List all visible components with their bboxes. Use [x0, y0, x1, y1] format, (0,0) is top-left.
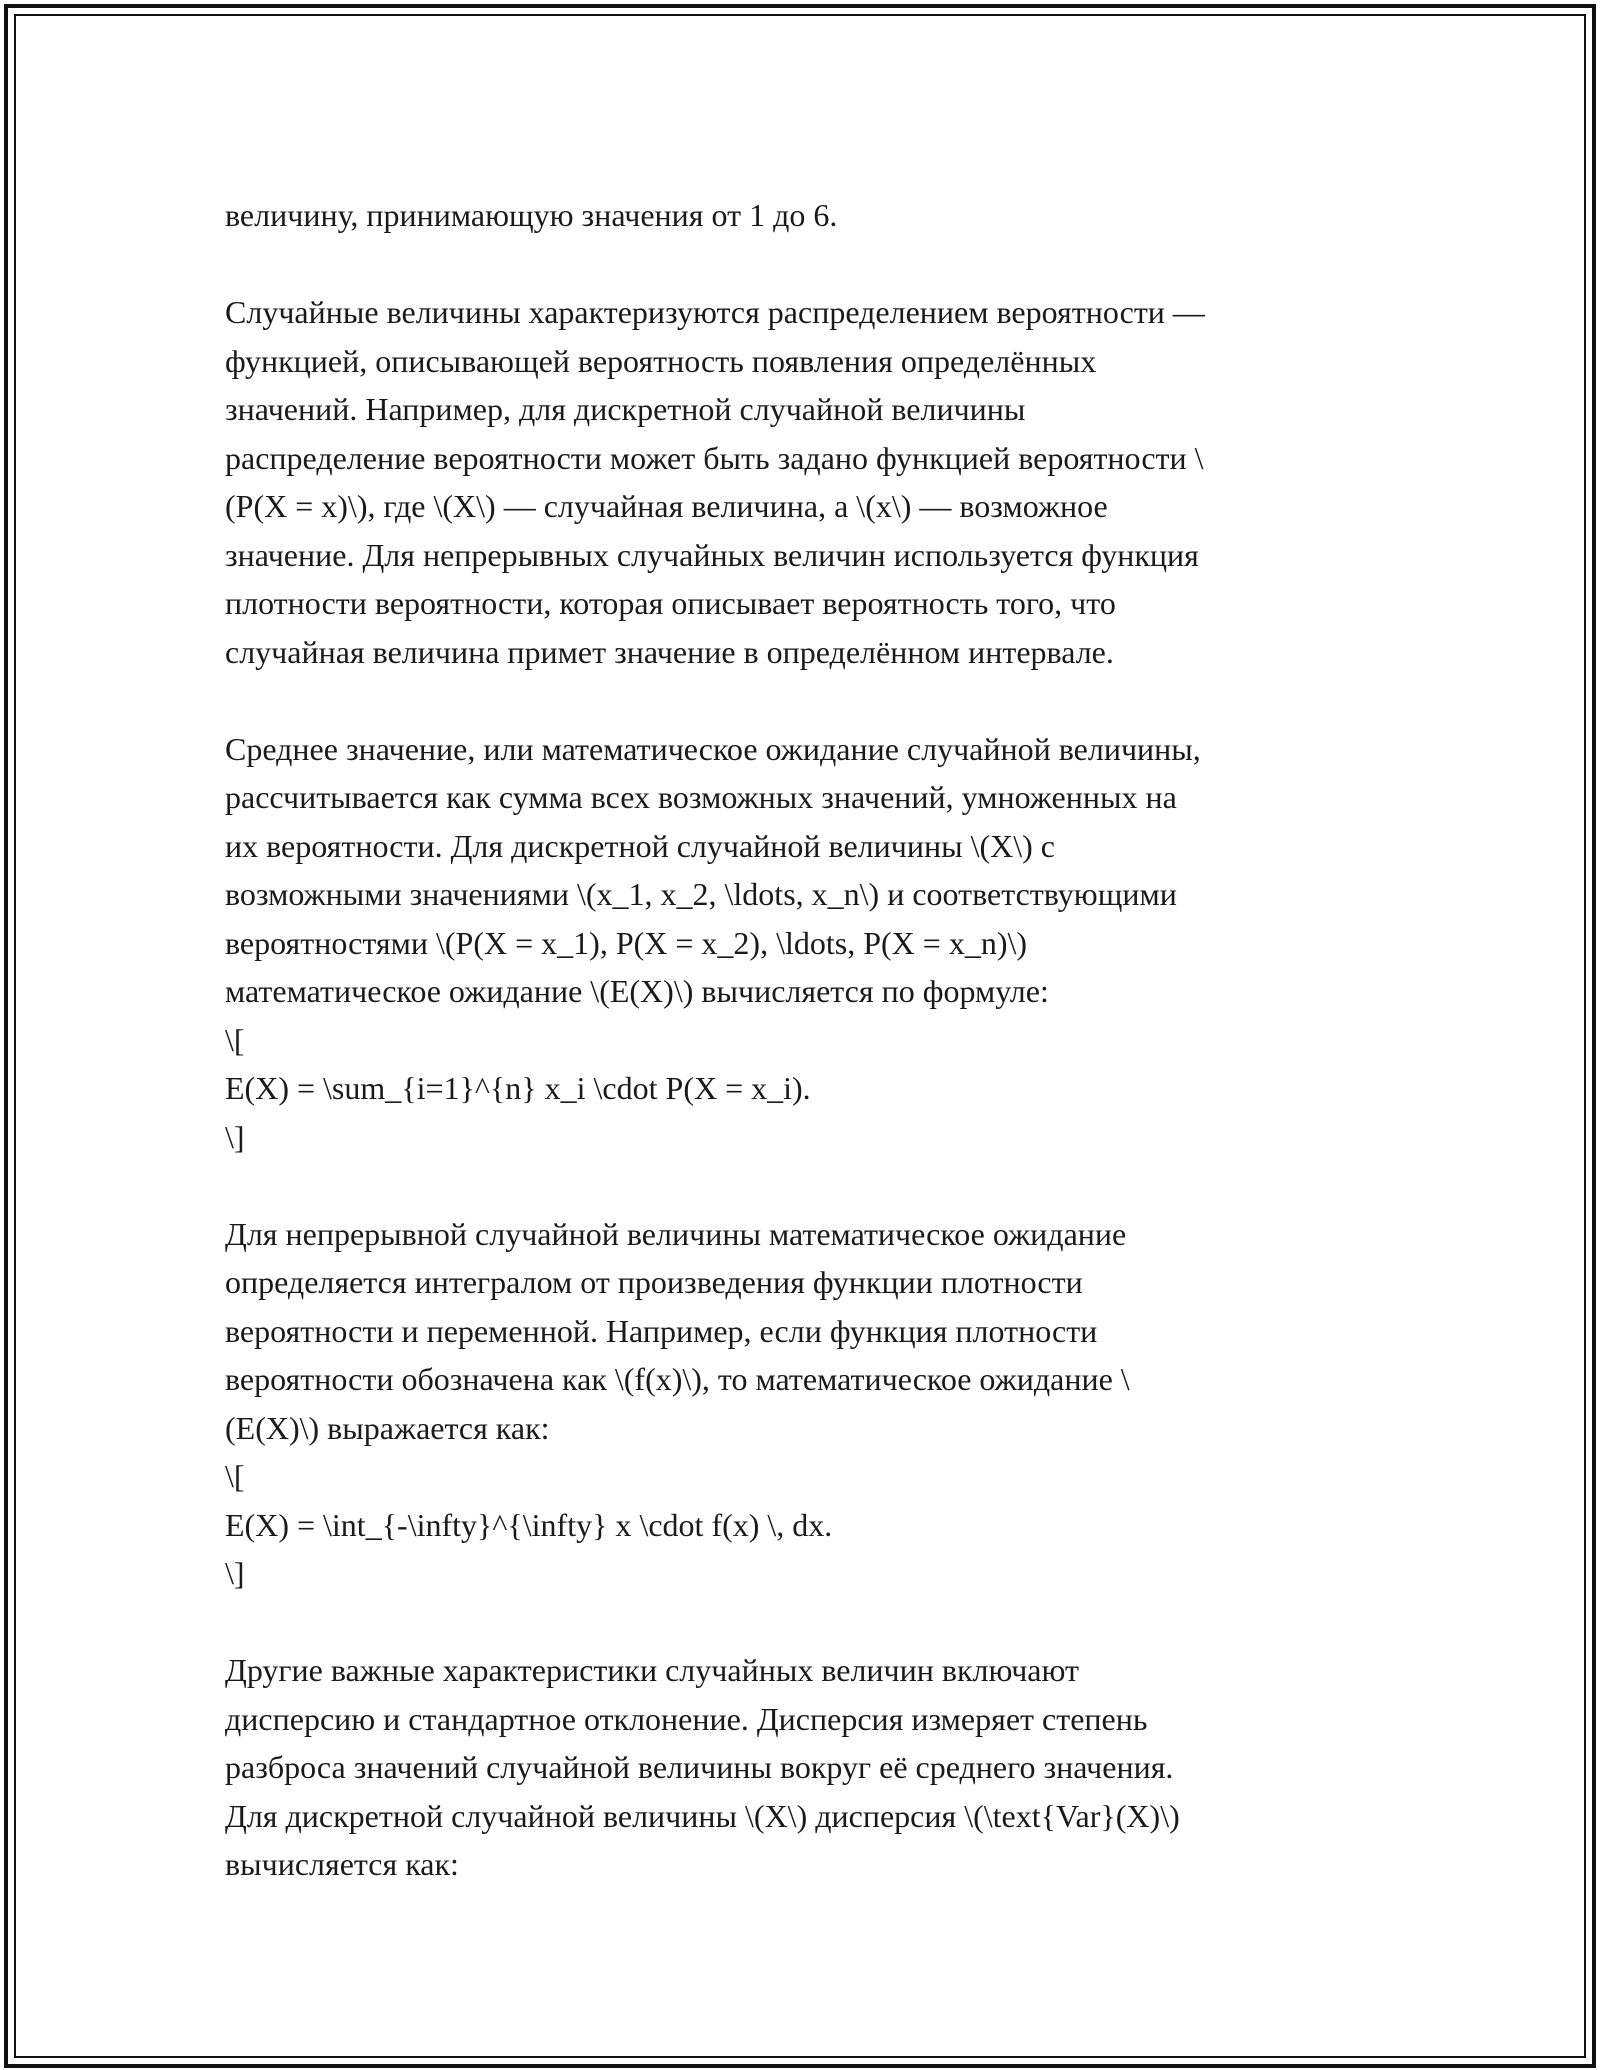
paragraph-variance [225, 1646, 1370, 1889]
text-line: распределение вероятности может быть задано функцией вероятности \ [225, 439, 1204, 476]
text-line: разброса значений случайной величины вокруг её среднего значения. [225, 1749, 1174, 1785]
formula-open: \[ [225, 1021, 245, 1058]
text-line: математическое ожидание \(E(X)\) вычисляется по формуле: [225, 973, 1049, 1009]
text-line: их вероятности. Для дискретной случайной величины \(X\) с [225, 827, 1055, 864]
document-body [225, 191, 1370, 1889]
text-line: вероятности и переменной. Например, если функция плотности [225, 1312, 1098, 1349]
formula-expected-value-integral: E(X) = \int_{-\infty}^{\infty} x \cdot f(x) \, dx. [225, 1506, 833, 1543]
text-line: рассчитывается как сумма всех возможных значений, умноженных на [225, 779, 1177, 815]
text-line: величину, принимающую значения от 1 до 6. [225, 197, 838, 233]
text-line: Случайные величины характеризуются распределением вероятности — [225, 294, 1205, 330]
text-line: определяется интегралом от произведения функции плотности [225, 1264, 1083, 1300]
formula-open: \[ [225, 1458, 245, 1494]
text-line: Для дискретной случайной величины \(X\) дисперсия \(\text{Var}(X)\) [225, 1797, 1180, 1834]
text-line: Среднее значение, или математическое ожидание случайной величины, [225, 730, 1201, 767]
formula-close: \] [225, 1118, 245, 1155]
text-line: значение. Для непрерывных случайных величин используется функция [225, 536, 1199, 573]
text-line: (P(X = x)\), где \(X\) — случайная величина, а \(x\) — возможное [225, 488, 1108, 524]
text-line: значений. Например, для дискретной случайной величины [225, 391, 1026, 427]
paragraph-expected-value-discrete [225, 725, 1370, 1162]
text-line: вычисляется как: [225, 1846, 459, 1882]
text-line: дисперсию и стандартное отклонение. Дисперсия измеряет степень [225, 1700, 1148, 1737]
paragraph-gap [225, 1598, 1370, 1647]
text-line: Для непрерывной случайной величины математическое ожидание [225, 1215, 1127, 1252]
text-line: плотности вероятности, которая описывает вероятность того, что [225, 585, 1116, 621]
paragraph-gap [225, 240, 1370, 289]
formula-close: \] [225, 1555, 245, 1591]
text-line: вероятностями \(P(X = x_1), P(X = x_2), \ldots, P(X = x_n)\) [225, 924, 1028, 961]
text-line: вероятности обозначена как \(f(x)\), то математическое ожидание \ [225, 1361, 1130, 1397]
text-line: случайная величина примет значение в определённом интервале. [225, 633, 1114, 670]
formula-expected-value-sum: E(X) = \sum_{i=1}^{n} x_i \cdot P(X = x_i). [225, 1070, 811, 1106]
text-line: (E(X)\) выражается как: [225, 1409, 550, 1446]
paragraph-gap [225, 676, 1370, 725]
text-line: функцией, описывающей вероятность появления определённых [225, 342, 1097, 379]
text-line: Другие важные характеристики случайных величин включают [225, 1652, 1079, 1688]
paragraph-gap [225, 1161, 1370, 1210]
paragraph-expected-value-continuous [225, 1210, 1370, 1598]
paragraph-probability-distribution [225, 288, 1370, 676]
paragraph-dice-values [225, 191, 1370, 240]
text-line: возможными значениями \(x_1, x_2, \ldots, x_n\) и соответствующими [225, 876, 1177, 912]
